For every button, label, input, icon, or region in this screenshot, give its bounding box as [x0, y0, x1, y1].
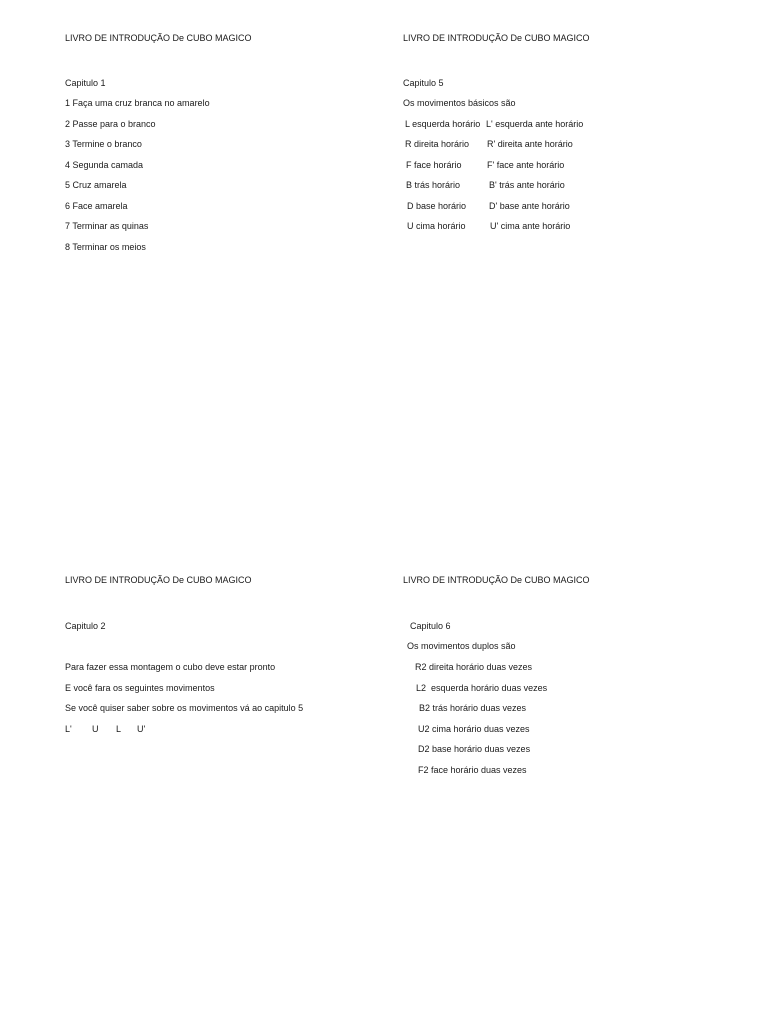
intro-line: Os movimentos duplos são — [407, 641, 516, 651]
intro-line: Os movimentos básicos são — [403, 98, 516, 108]
move-counterclockwise: U' cima ante horário — [490, 221, 571, 231]
step-line: 6 Face amarela — [65, 201, 128, 211]
step-line: 2 Passe para o branco — [65, 119, 156, 129]
double-move-line: D2 base horário duas vezes — [418, 744, 531, 754]
move-clockwise: F face horário — [406, 160, 462, 170]
move-counterclockwise: L' esquerda ante horário — [486, 119, 584, 129]
step-line: 7 Terminar as quinas — [65, 221, 149, 231]
double-move-line: F2 face horário duas vezes — [418, 765, 527, 775]
text-line: Se você quiser saber sobre os movimentos vá ao capitulo 5 — [65, 703, 304, 713]
step-line: 4 Segunda camada — [65, 160, 144, 170]
step-line: 5 Cruz amarela — [65, 180, 127, 190]
step-line: 3 Termine o branco — [65, 139, 142, 149]
book-header: LIVRO DE INTRODUÇÃO De CUBO MAGICO — [65, 575, 252, 585]
chapter-title: Capitulo 1 — [65, 78, 106, 88]
book-header: LIVRO DE INTRODUÇÃO De CUBO MAGICO — [65, 33, 252, 43]
chapter-title: Capitulo 5 — [403, 78, 444, 88]
move-sequence-item: U' — [137, 724, 146, 734]
text-line: Para fazer essa montagem o cubo deve estar pronto — [65, 662, 276, 672]
chapter-title: Capitulo 6 — [410, 621, 451, 631]
double-move-line: L2 esquerda horário duas vezes — [416, 683, 548, 693]
step-line: 8 Terminar os meios — [65, 242, 146, 252]
chapter-title: Capitulo 2 — [65, 621, 106, 631]
double-move-line: R2 direita horário duas vezes — [415, 662, 533, 672]
move-clockwise: L esquerda horário — [405, 119, 481, 129]
book-header: LIVRO DE INTRODUÇÃO De CUBO MAGICO — [403, 575, 590, 585]
move-sequence-item: L' — [65, 724, 72, 734]
move-clockwise: R direita horário — [405, 139, 470, 149]
move-counterclockwise: D' base ante horário — [489, 201, 570, 211]
double-move-line: B2 trás horário duas vezes — [419, 703, 527, 713]
step-line: 1 Faça uma cruz branca no amarelo — [65, 98, 210, 108]
move-counterclockwise: R' direita ante horário — [487, 139, 573, 149]
move-sequence-item: U — [92, 724, 99, 734]
text-line: E você fara os seguintes movimentos — [65, 683, 215, 693]
move-counterclockwise: F' face ante horário — [487, 160, 565, 170]
move-clockwise: U cima horário — [407, 221, 466, 231]
move-counterclockwise: B' trás ante horário — [489, 180, 565, 190]
move-sequence-item: L — [116, 724, 122, 734]
move-clockwise: D base horário — [407, 201, 467, 211]
double-move-line: U2 cima horário duas vezes — [418, 724, 530, 734]
move-clockwise: B trás horário — [406, 180, 461, 190]
book-header: LIVRO DE INTRODUÇÃO De CUBO MAGICO — [403, 33, 590, 43]
